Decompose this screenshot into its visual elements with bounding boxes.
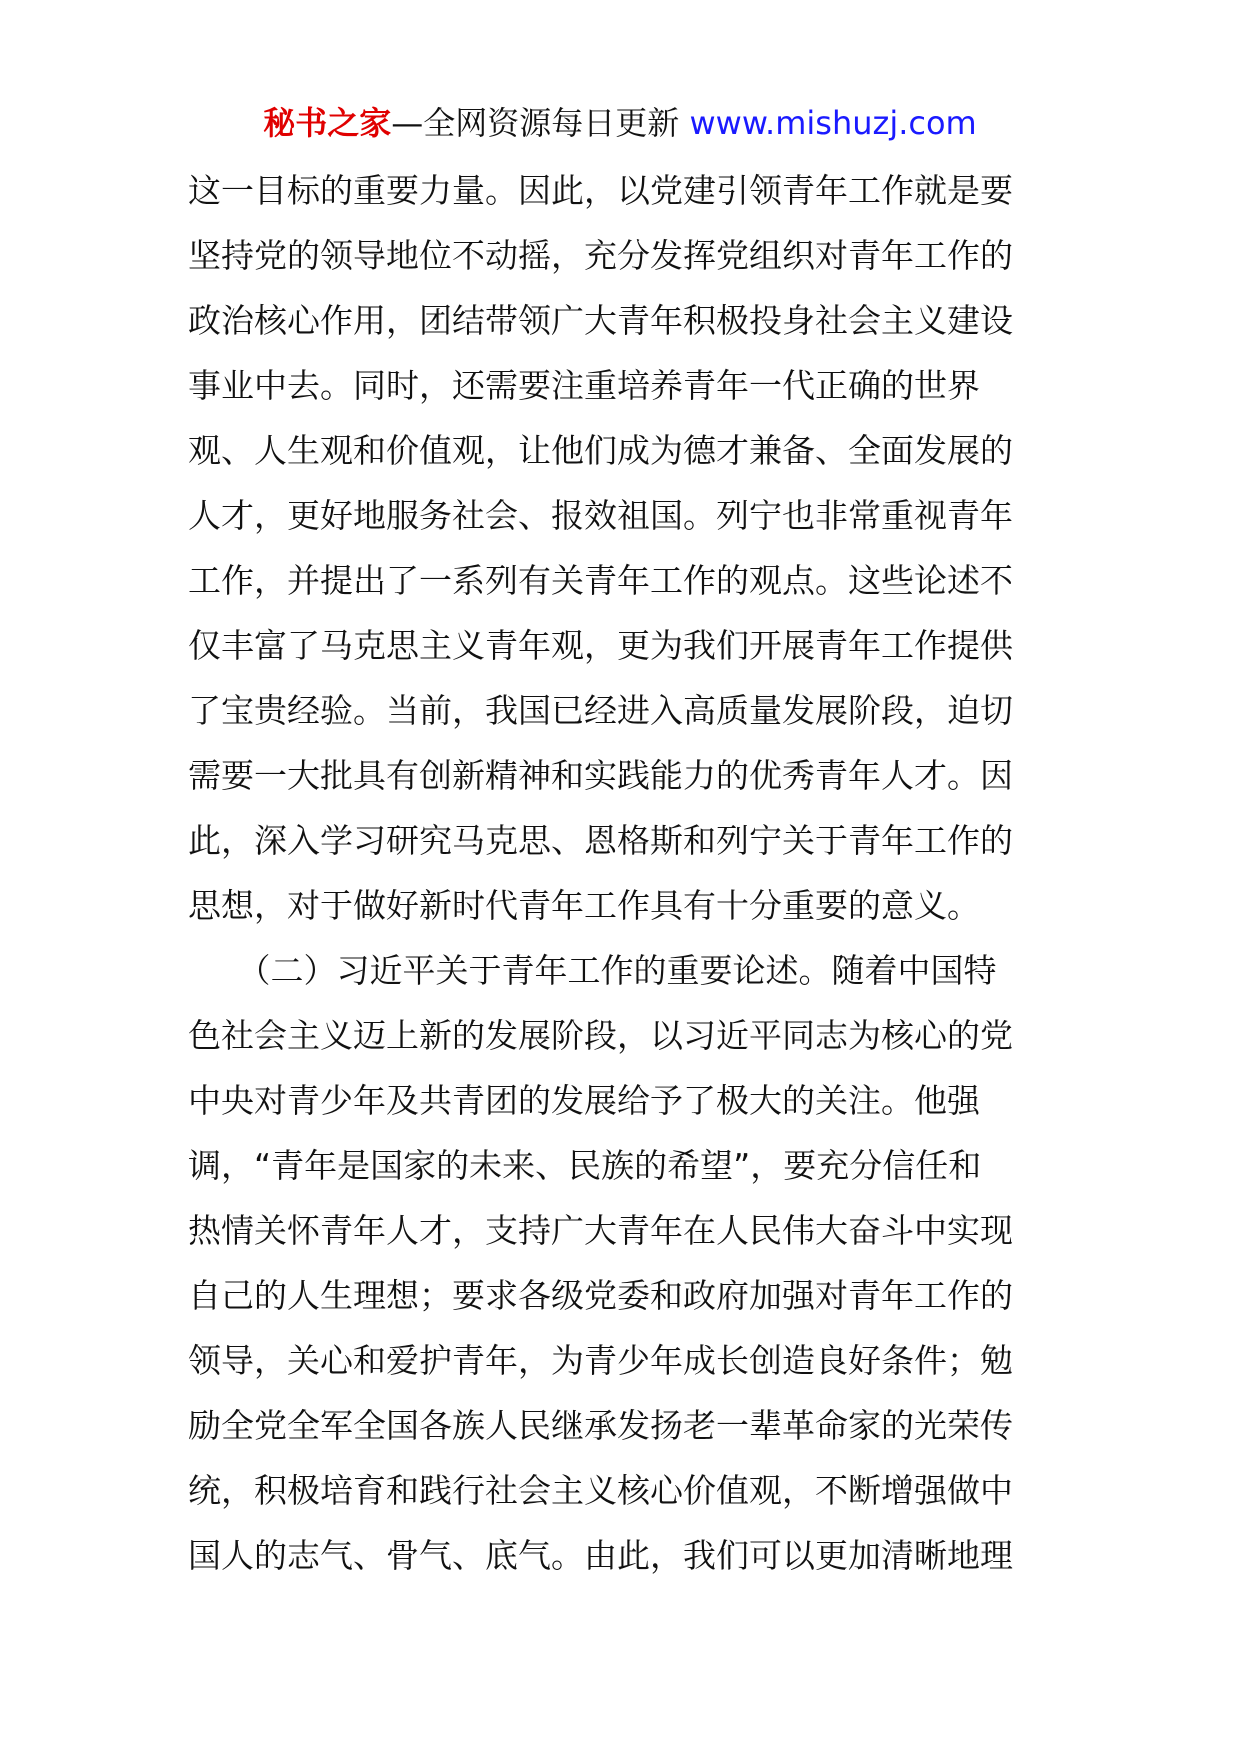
text-line: 人才，更好地服务社会、报效祖国。列宁也非常重视青年 (188, 496, 1013, 535)
text-line: 励全党全军全国各族人民继承发扬老一辈革命家的光荣传 (188, 1406, 1013, 1445)
document-body (188, 158, 1068, 1588)
text-line: 这一目标的重要力量。因此，以党建引领青年工作就是要 (188, 171, 1013, 210)
text-line: 政治核心作用，团结带领广大青年积极投身社会主义建设 (188, 301, 1013, 340)
brand-name: 秘书之家 (263, 104, 392, 142)
section-heading-line: （二）习近平关于青年工作的重要论述。随着中国特 (188, 951, 997, 990)
text-line: 工作，并提出了一系列有关青年工作的观点。这些论述不 (188, 561, 1013, 600)
text-line: 此，深入学习研究马克思、恩格斯和列宁关于青年工作的 (188, 821, 1013, 860)
text-line: 热情关怀青年人才，支持广大青年在人民伟大奋斗中实现 (188, 1211, 1013, 1250)
text-line: 国人的志气、骨气、底气。由此，我们可以更加清晰地理 (188, 1536, 1013, 1575)
text-line: 思想，对于做好新时代青年工作具有十分重要的意义。 (188, 886, 980, 925)
text-line: 领导，关心和爱护青年，为青少年成长创造良好条件；勉 (188, 1341, 1013, 1380)
text-line: 统，积极培育和践行社会主义核心价值观，不断增强做中 (188, 1471, 1013, 1510)
text-line: 中央对青少年及共青团的发展给予了极大的关注。他强 (188, 1081, 980, 1120)
site-url-link[interactable]: www.mishuzj.com (689, 104, 977, 142)
header-tagline: —全网资源每日更新 (391, 104, 690, 142)
text-line: 仅丰富了马克思主义青年观，更为我们开展青年工作提供 (188, 626, 1013, 665)
page-header (0, 103, 1240, 143)
text-line: 需要一大批具有创新精神和实践能力的优秀青年人才。因 (188, 756, 1013, 795)
text-line: 色社会主义迈上新的发展阶段，以习近平同志为核心的党 (188, 1016, 1013, 1055)
text-line: 调，“青年是国家的未来、民族的希望”，要充分信任和 (188, 1146, 982, 1185)
text-line: 自己的人生理想；要求各级党委和政府加强对青年工作的 (188, 1276, 1013, 1315)
text-line: 观、人生观和价值观，让他们成为德才兼备、全面发展的 (188, 431, 1013, 470)
text-line: 了宝贵经验。当前，我国已经进入高质量发展阶段，迫切 (188, 691, 1013, 730)
text-line: 事业中去。同时，还需要注重培养青年一代正确的世界 (188, 366, 980, 405)
text-line: 坚持党的领导地位不动摇，充分发挥党组织对青年工作的 (188, 236, 1013, 275)
